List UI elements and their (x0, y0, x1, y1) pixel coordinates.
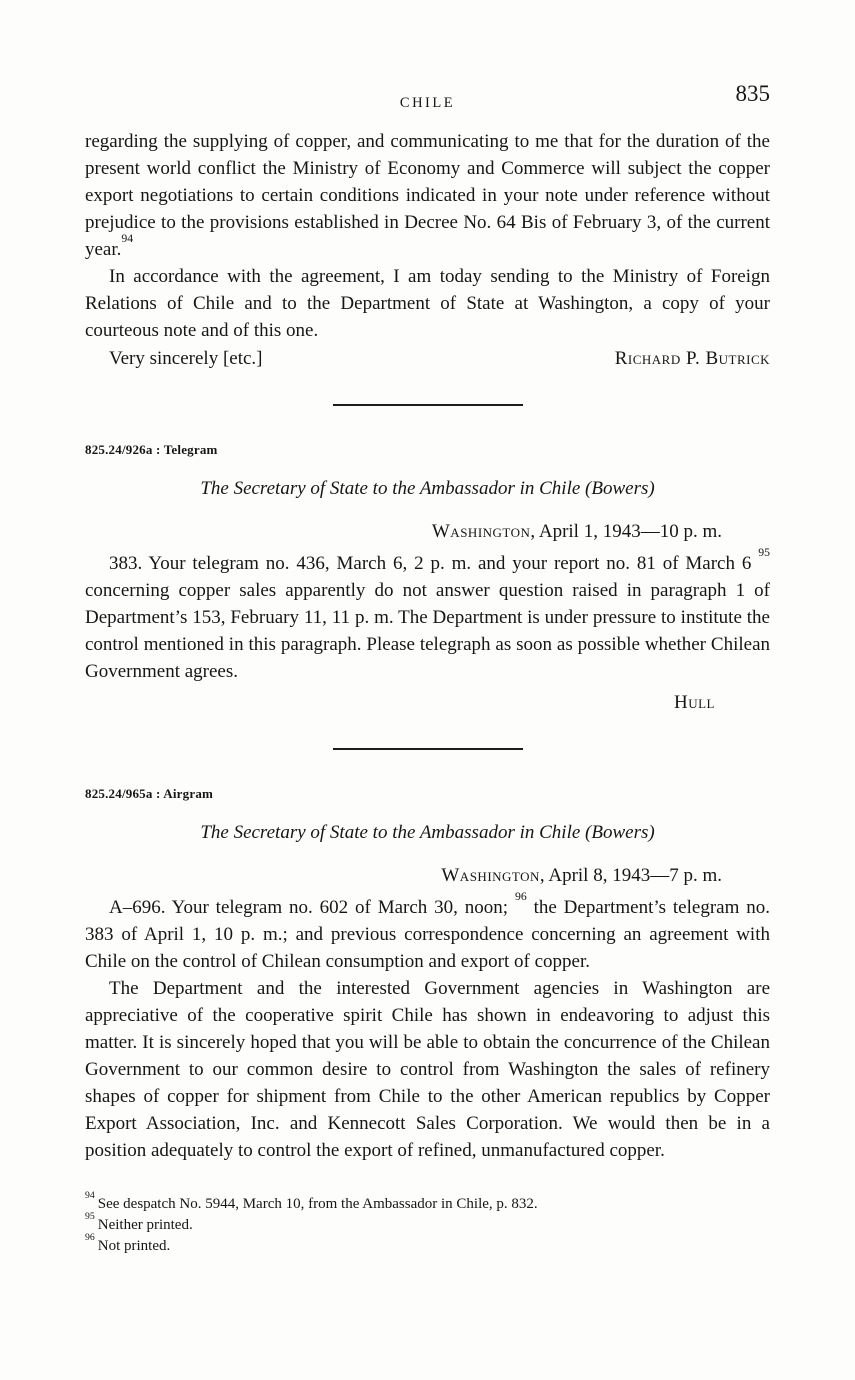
section-divider (333, 404, 523, 406)
footnote-ref-94: 94 (121, 232, 134, 246)
document-butrick-letter (85, 128, 770, 372)
archival-citation: 825.24/965a : Airgram (85, 786, 214, 801)
closing-phrase: Very sincerely [etc.] (109, 348, 263, 369)
dateline (85, 862, 770, 889)
footnotes-section (85, 1190, 770, 1257)
paragraph-text: concerning copper sales apparently do not answer question raised in paragraph 1 of Department’s 153, February 11, 11 p. m. The Department is under pressure to institute the control mentioned in this paragraph. Please telegraph as soon as possible whether Chilean Government agrees. (85, 580, 770, 682)
footnote-ref-96: 96 (514, 890, 527, 904)
dateline-date: , April 8, 1943—7 p. m. (539, 865, 722, 886)
dateline (85, 518, 770, 545)
closing-line (85, 345, 770, 372)
paragraph (85, 890, 770, 975)
paragraph-continuation (85, 128, 770, 263)
paragraph-text: A–696. Your telegram no. 602 of March 30, noon; (109, 897, 515, 918)
footnote (85, 1211, 770, 1236)
document-airgram-a696 (85, 780, 770, 1164)
paragraph-text: regarding the supplying of copper, and communicating to me that for the duration of the present world conflict the Ministry of Economy and Commerce will subject the copper export negotiations to certain conditions indicated in your note under reference without prejudice to the provisions established in Decree No. 64 Bis of February 3, of the current year. (85, 131, 770, 260)
footnote-marker-95: 95 (85, 1211, 95, 1223)
footnote-ref-95: 95 (758, 546, 770, 560)
footnote-text: Not printed. (97, 1238, 171, 1254)
dateline-date: , April 1, 1943—10 p. m. (530, 521, 722, 542)
page-header (85, 81, 770, 118)
paragraph-text: 383. Your telegram no. 436, March 6, 2 p. m. and your report no. 81 of March 6 (109, 553, 759, 574)
signature-butrick: Richard P. Butrick (614, 348, 770, 369)
section-divider (333, 748, 523, 750)
footnote (85, 1190, 770, 1215)
document-telegram-383 (85, 436, 770, 716)
footnote-marker-94: 94 (85, 1190, 95, 1202)
dateline-place: Washington (431, 521, 531, 542)
dateline-place: Washington (441, 865, 540, 886)
page-number: 835 (735, 81, 770, 106)
footnote (85, 1232, 770, 1257)
signature-hull: Hull (674, 692, 715, 713)
archival-citation: 825.24/926a : Telegram (85, 442, 218, 457)
document-heading: The Secretary of State to the Ambassador in Chile (Bowers) (200, 822, 655, 843)
footnote-text: See despatch No. 5944, March 10, from the Ambassador in Chile, p. 832. (97, 1196, 538, 1212)
running-head: CHILE (399, 95, 456, 111)
footnote-text: Neither printed. (97, 1217, 193, 1233)
paragraph (85, 546, 770, 685)
paragraph: In accordance with the agreement, I am today sending to the Ministry of Foreign Relations of Chile and to the Department of State at Washington, a copy of your courteous note and of this one. (85, 266, 770, 341)
document-heading: The Secretary of State to the Ambassador in Chile (Bowers) (200, 478, 655, 499)
footnote-marker-96: 96 (85, 1232, 95, 1244)
paragraph-text: the Department’s telegram no. 383 of April 1, 10 p. m.; and previous correspondence concerning an agreement with Chile on the control of Chilean consumption and export of copper. (85, 897, 770, 972)
paragraph: The Department and the interested Government agencies in Washington are appreciative of the cooperative spirit Chile has shown in endeavoring to adjust this matter. It is sincerely hoped that you will be able to obtain the concurrence of the Chilean Government to our common desire to control from Washington the sales of refinery shapes of copper for shipment from Chile to the other American republics by Copper Export Association, Inc. and Kennecott Sales Corporation. We would then be in a position adequately to control the export of refined, unmanufactured copper. (85, 978, 770, 1161)
